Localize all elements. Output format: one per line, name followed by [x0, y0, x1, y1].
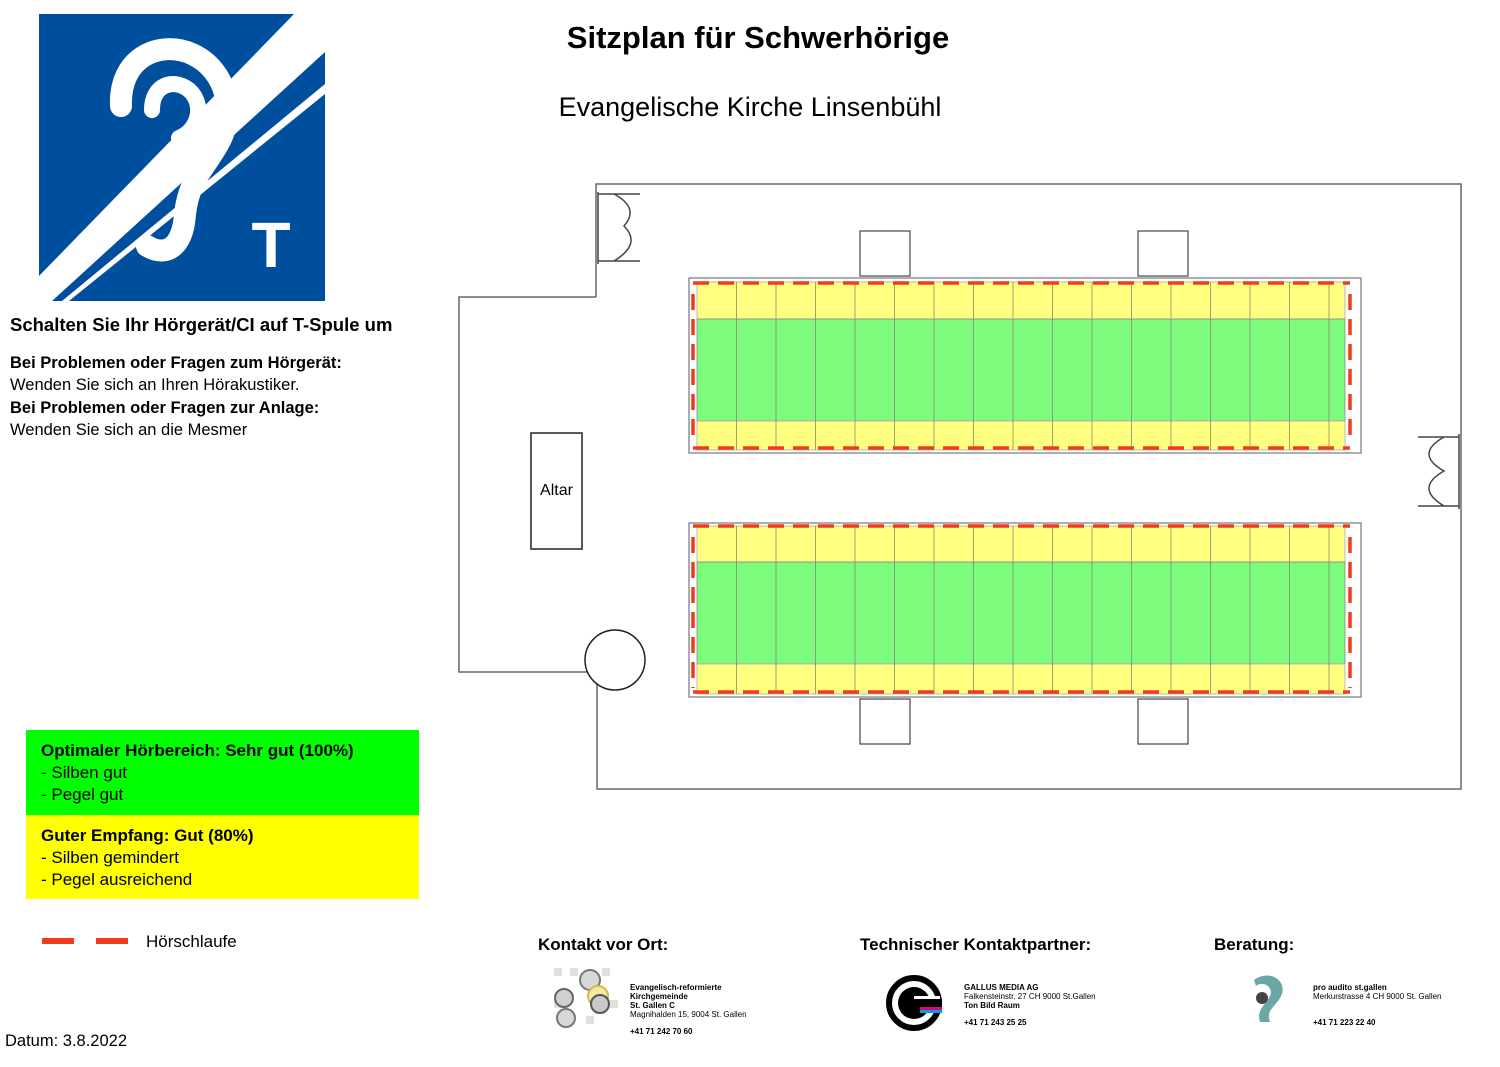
pillar: [860, 231, 910, 276]
door-top-left: [598, 192, 640, 264]
page-subtitle: Evangelische Kirche Linsenbühl: [558, 92, 942, 122]
contact-technical-phone: +41 71 243 25 25: [964, 1018, 1027, 1027]
logo-letter: T: [251, 209, 291, 281]
contact-technical-tagline: Ton Bild Raum: [964, 1001, 1020, 1010]
legend-optimal-title: Optimaler Hörbereich: Sehr gut (100%): [41, 741, 354, 760]
contact-local-name2: Kirchgemeinde: [630, 992, 688, 1001]
legend-optimal: [26, 730, 419, 815]
church-wall: [459, 184, 1461, 789]
contact-local-phone: +41 71 242 70 60: [630, 1027, 693, 1036]
question-hearing-aid: Bei Problemen oder Fragen zum Hörgerät:: [10, 354, 342, 372]
legend-good-line1: - Silben gemindert: [41, 848, 179, 867]
date-label: Datum: 3.8.2022: [5, 1032, 127, 1050]
question-system: Bei Problemen oder Fragen zur Anlage:: [10, 399, 320, 417]
answer-system: Wenden Sie sich an die Mesmer: [10, 421, 248, 439]
church-logo-icon: [552, 966, 620, 1035]
baptismal-font: [585, 630, 645, 690]
door-right: [1418, 434, 1459, 509]
contact-advice-address: Merkurstrasse 4 CH 9000 St. Gallen: [1313, 992, 1442, 1001]
contact-technical-details: [964, 983, 1096, 1027]
hearing-loop-legend-icon: [40, 936, 130, 946]
contact-local-details: [630, 983, 747, 1036]
page-title: Sitzplan für Schwerhörige: [566, 20, 950, 55]
pillar: [1138, 699, 1188, 744]
legend-optimal-line1: - Silben gut: [41, 763, 127, 782]
contact-local-name3: St. Gallen C: [630, 1001, 675, 1010]
contact-advice-heading: Beratung:: [1214, 935, 1295, 954]
legend-loop-label: Hörschlaufe: [146, 932, 237, 951]
pillar: [860, 699, 910, 744]
legend-optimal-line2: - Pegel gut: [41, 785, 124, 804]
altar-label: Altar: [540, 482, 573, 499]
contact-technical-address: Falkensteinstr. 27 CH 9000 St.Gallen: [964, 992, 1096, 1001]
contact-local-address: Magnihalden 15, 9004 St. Gallen: [630, 1010, 747, 1019]
seating-block-top: [689, 278, 1361, 453]
seating-block-bottom: [689, 523, 1361, 697]
answer-hearing-aid: Wenden Sie sich an Ihren Hörakustiker.: [10, 376, 300, 394]
gallus-media-logo-icon: [886, 975, 944, 1036]
contact-technical-company: GALLUS MEDIA AG: [964, 983, 1039, 992]
contact-technical-heading: Technischer Kontaktpartner:: [860, 935, 1092, 954]
legend-good: [26, 815, 419, 899]
legend-good-title: Guter Empfang: Gut (80%): [41, 826, 254, 845]
contact-local-name1: Evangelisch-reformierte: [630, 983, 722, 992]
contact-local-heading: Kontakt vor Ort:: [538, 935, 669, 954]
instructions-title: Schalten Sie Ihr Hörgerät/CI auf T-Spule um: [10, 314, 393, 335]
contact-advice-company: pro audito st.gallen: [1313, 983, 1387, 992]
legend-good-line2: - Pegel ausreichend: [41, 870, 193, 889]
contact-advice-phone: +41 71 223 22 40: [1313, 1018, 1376, 1027]
pro-audito-logo-icon: [1244, 970, 1292, 1029]
pillar: [1138, 231, 1188, 276]
contact-advice-details: [1313, 983, 1442, 1027]
